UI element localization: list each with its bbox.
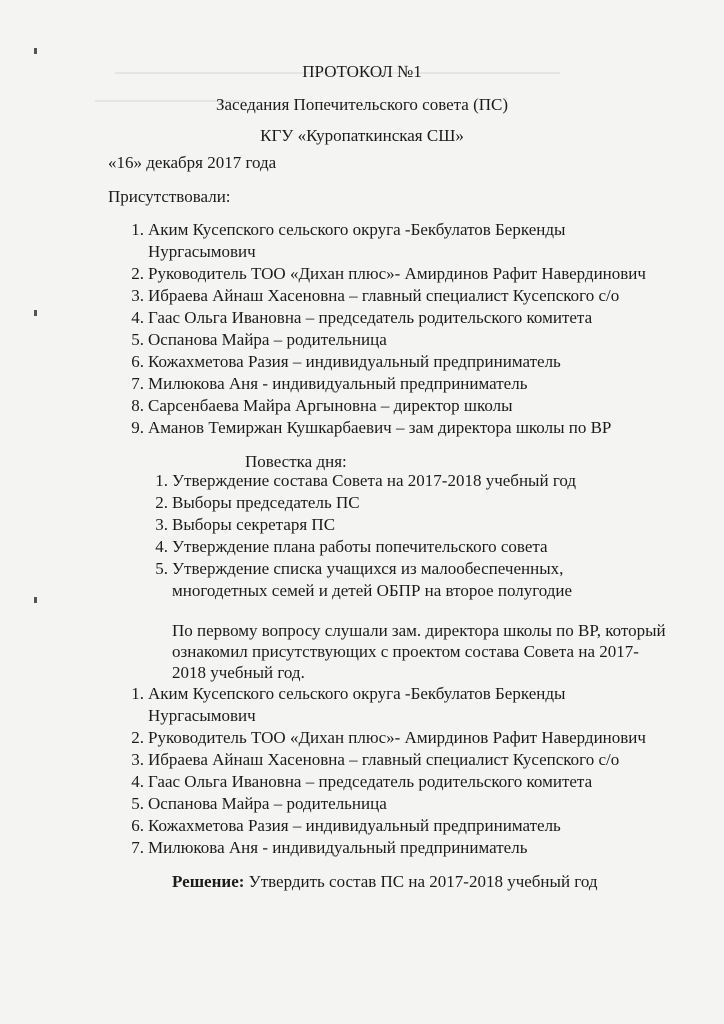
list-item xyxy=(124,307,664,329)
list-text: Оспанова Майра – родительница xyxy=(148,794,387,813)
list-number: 3. xyxy=(131,750,144,769)
list-item xyxy=(124,417,664,439)
list-text: Аким Кусепского сельского округа -Бекбулатов Беркенды Нургасымович xyxy=(148,684,566,725)
list-text: Выборы председатель ПС xyxy=(172,493,360,512)
first-question-paragraph: По первому вопросу слушали зам. директора школы по ВР, который ознакомил присутствующих с проектом состава Совета на 2017-2018 учебный год. xyxy=(172,621,666,682)
list-text: Сарсенбаева Майра Аргыновна – директор школы xyxy=(148,396,513,415)
list-text: Выборы секретаря ПС xyxy=(172,515,336,534)
list-item xyxy=(148,558,648,602)
list-number: 2. xyxy=(131,728,144,747)
list-text: Оспанова Майра – родительница xyxy=(148,330,387,349)
list-text: Кожахметова Разия – индивидуальный предприниматель xyxy=(148,352,561,371)
list-number: 9. xyxy=(131,418,144,437)
list-item xyxy=(124,771,664,793)
list-item xyxy=(148,536,648,558)
list-number: 1. xyxy=(131,220,144,239)
list-number: 1. xyxy=(131,684,144,703)
list-text: Милюкова Аня - индивидуальный предприниматель xyxy=(148,374,528,393)
list-text: Ибраева Айнаш Хасеновна – главный специалист Кусепского с/о xyxy=(148,286,620,305)
list-number: 6. xyxy=(131,352,144,371)
school-name: КГУ «Куропаткинская СШ» xyxy=(260,126,464,145)
list-item xyxy=(148,492,648,514)
list-item xyxy=(124,329,664,351)
list-number: 1. xyxy=(155,471,168,490)
present-list xyxy=(124,219,664,439)
list-number: 3. xyxy=(131,286,144,305)
list-text: Руководитель ТОО «Дихан плюс»- Амирдинов Рафит Навердинович xyxy=(148,728,646,747)
agenda-list xyxy=(148,470,648,602)
list-item xyxy=(124,373,664,395)
list-text: Милюкова Аня - индивидуальный предприниматель xyxy=(148,838,528,857)
list-item xyxy=(124,749,664,771)
scan-mark xyxy=(34,597,37,603)
list-item xyxy=(148,470,648,492)
list-text: Аким Кусепского сельского округа -Бекбулатов Беркенды Нургасымович xyxy=(148,220,566,261)
list-number: 4. xyxy=(131,308,144,327)
document-subtitle: Заседания Попечительского совета (ПС) xyxy=(215,95,509,114)
list-text: Утверждение состава Совета на 2017-2018 учебный год xyxy=(172,471,577,490)
list-number: 7. xyxy=(131,838,144,857)
list-text: Утверждение списка учащихся из малообеспеченных, многодетных семей и детей ОБПР на второе полугодие xyxy=(172,559,573,600)
decision-label: Решение: xyxy=(172,872,245,891)
list-item xyxy=(148,514,648,536)
agenda-label: Повестка дня: xyxy=(245,452,347,471)
list-number: 4. xyxy=(155,537,168,556)
list-item xyxy=(124,815,664,837)
list-item xyxy=(124,683,664,727)
decision-text: Утвердить состав ПС на 2017-2018 учебный год xyxy=(244,872,598,891)
list-number: 2. xyxy=(131,264,144,283)
list-text: Кожахметова Разия – индивидуальный предприниматель xyxy=(148,816,561,835)
list-number: 4. xyxy=(131,772,144,791)
list-text: Гаас Ольга Ивановна – председатель родительского комитета xyxy=(148,772,593,791)
list-number: 6. xyxy=(131,816,144,835)
list-item xyxy=(124,837,664,859)
list-text: Гаас Ольга Ивановна – председатель родительского комитета xyxy=(148,308,593,327)
list-text: Утверждение плана работы попечительского совета xyxy=(172,537,548,556)
document-title: ПРОТОКОЛ №1 xyxy=(302,62,422,81)
list-number: 5. xyxy=(155,559,168,578)
list-text: Аманов Темиржан Кушкарбаевич – зам директора школы по ВР xyxy=(148,418,612,437)
scan-mark xyxy=(34,48,37,54)
list-text: Руководитель ТОО «Дихан плюс»- Амирдинов Рафит Навердинович xyxy=(148,264,646,283)
list-item xyxy=(124,219,664,263)
list-number: 5. xyxy=(131,330,144,349)
meeting-date: «16» декабря 2017 года xyxy=(108,153,277,172)
decision xyxy=(172,872,598,892)
present-label: Присутствовали: xyxy=(108,187,231,206)
list-item xyxy=(124,285,664,307)
list-item xyxy=(124,395,664,417)
list-item xyxy=(124,263,664,285)
list-number: 3. xyxy=(155,515,168,534)
council-list xyxy=(124,683,664,859)
list-item xyxy=(124,351,664,373)
list-item xyxy=(124,793,664,815)
list-number: 2. xyxy=(155,493,168,512)
list-item xyxy=(124,727,664,749)
list-number: 8. xyxy=(131,396,144,415)
list-text: Ибраева Айнаш Хасеновна – главный специалист Кусепского с/о xyxy=(148,750,620,769)
scan-mark xyxy=(34,310,37,316)
list-number: 7. xyxy=(131,374,144,393)
list-number: 5. xyxy=(131,794,144,813)
